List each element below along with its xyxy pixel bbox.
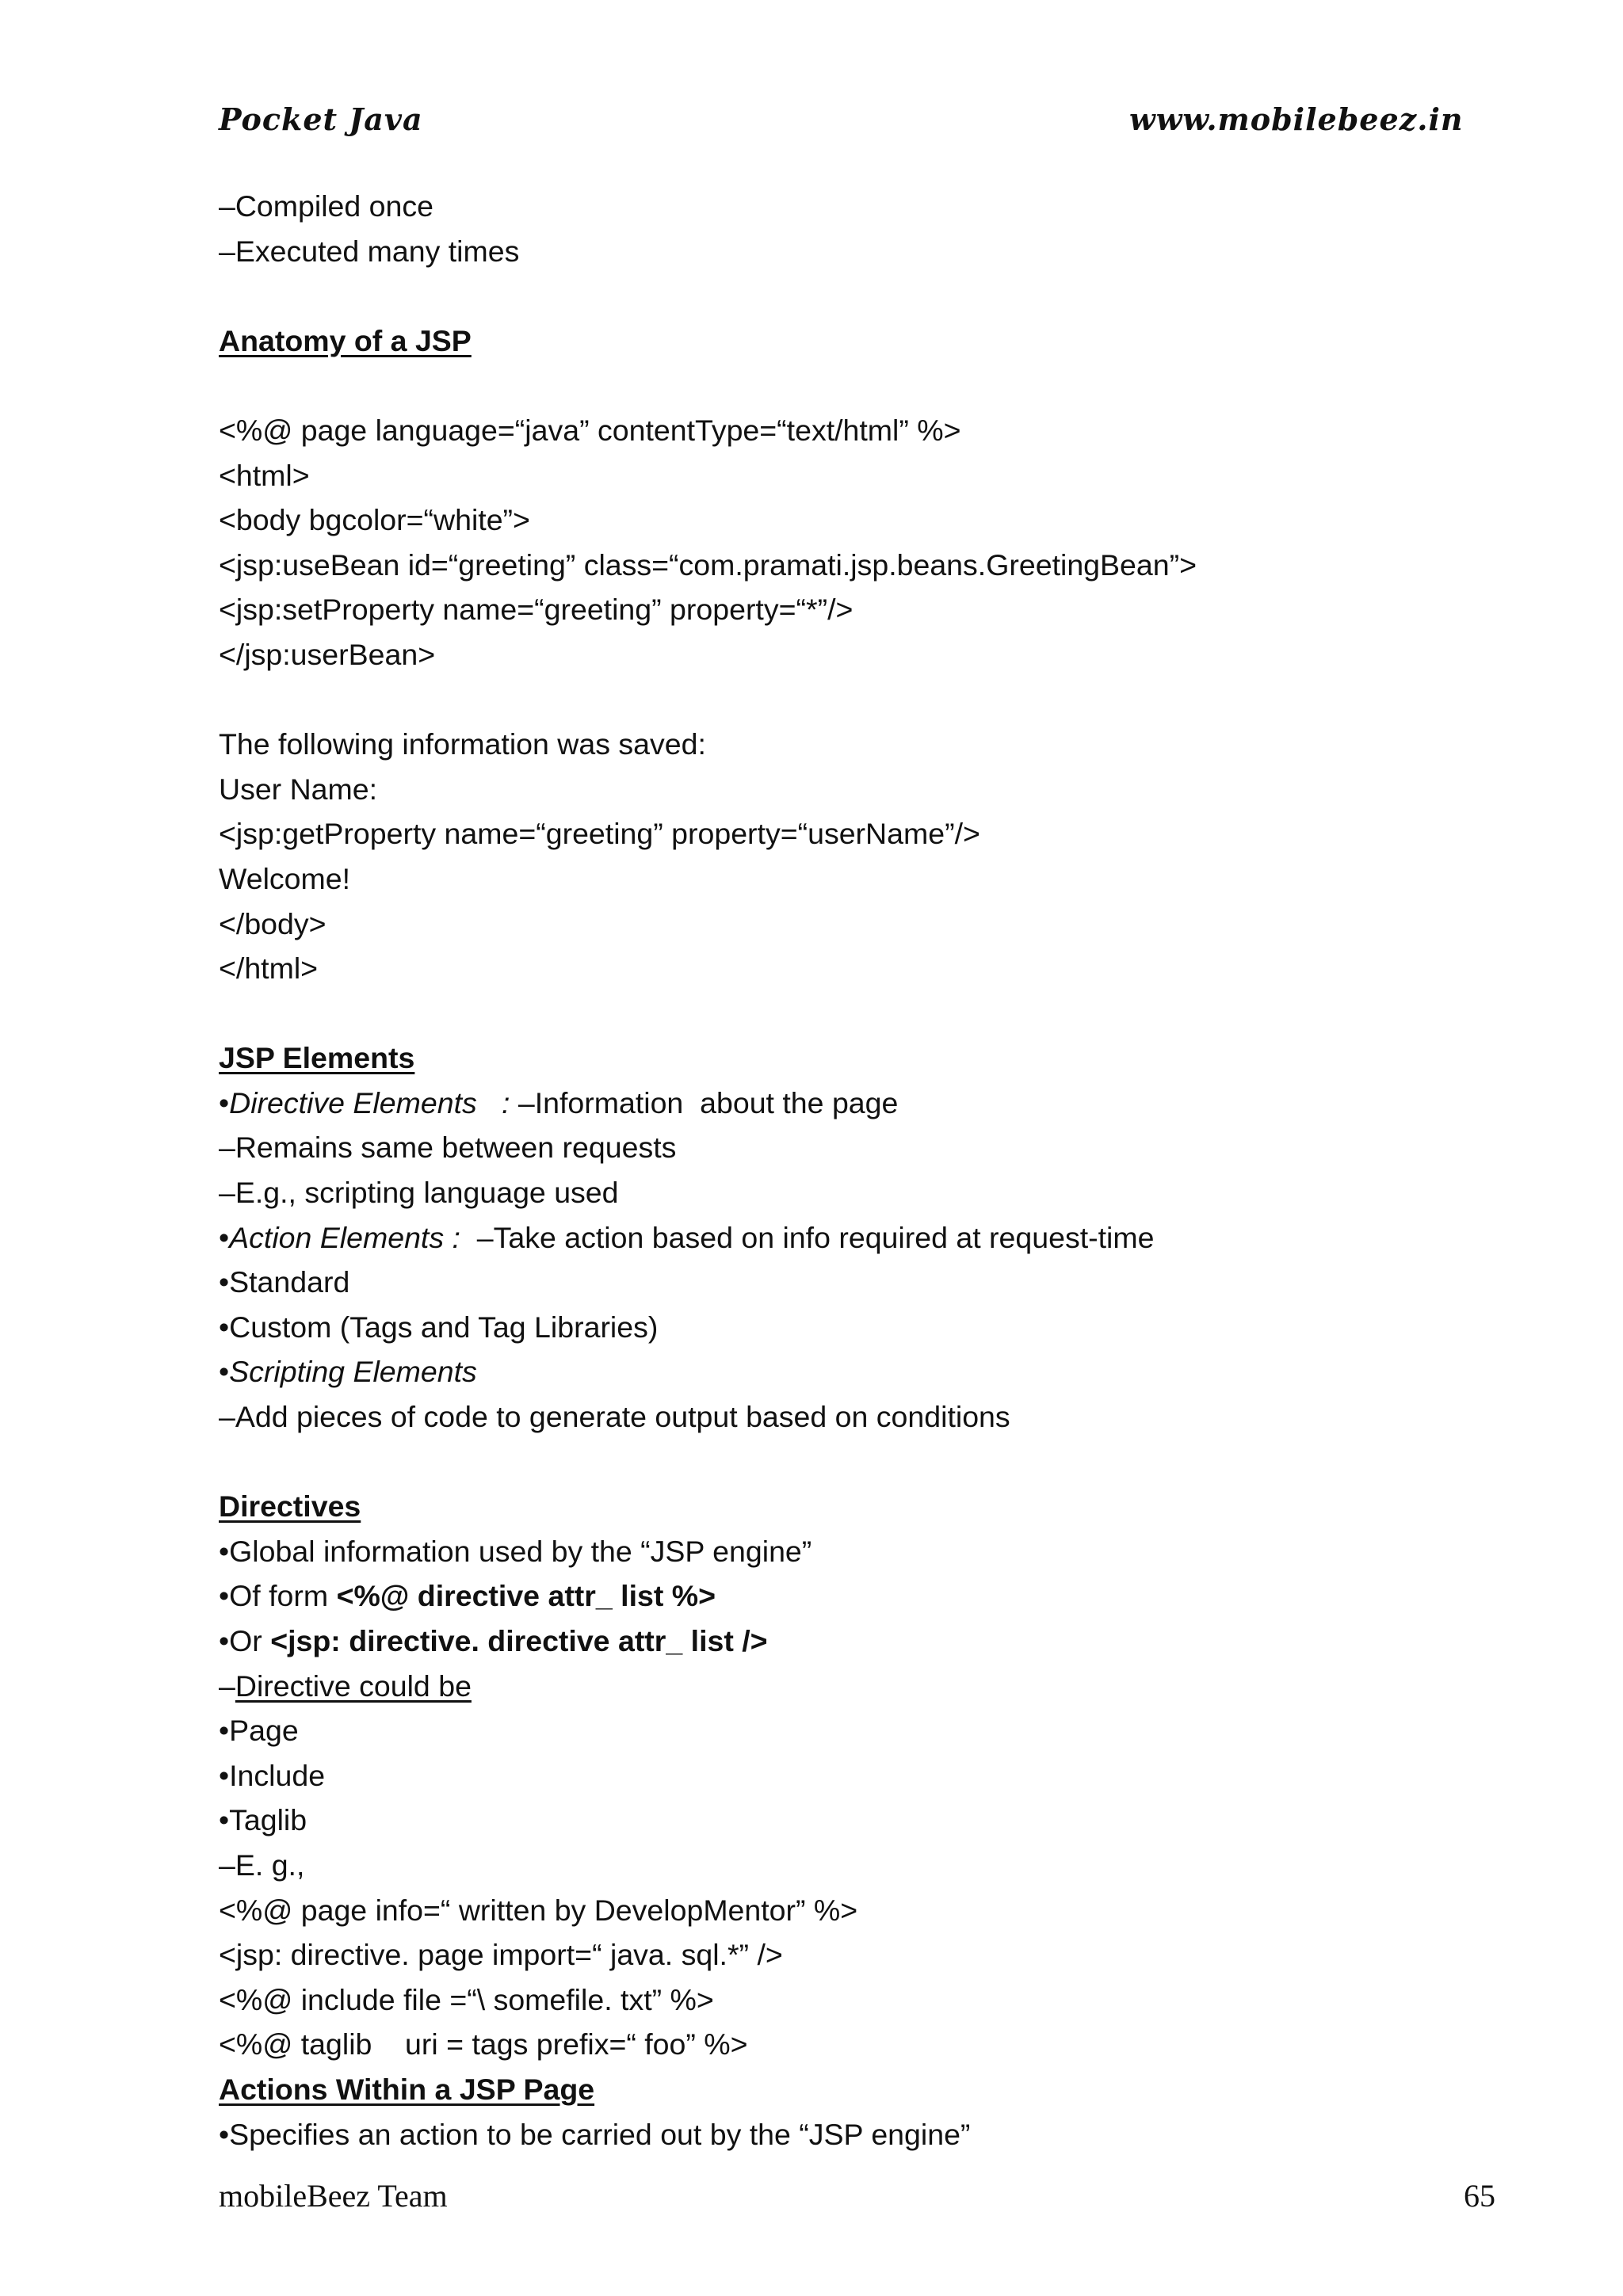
directive-elements-desc: –Information about the page <box>517 1085 899 1119</box>
code-line: <jsp:getProperty name=“greeting” property=“userName”/> <box>219 817 980 851</box>
blank-line <box>219 677 1455 723</box>
code-line: The following information was saved: <box>219 727 706 761</box>
text-line: –E. g., <box>219 1848 305 1882</box>
code-line: Welcome! <box>219 861 351 895</box>
text-line: •Specifies an action to be carried out by the “JSP engine” <box>219 2117 971 2151</box>
code-line: </jsp:userBean> <box>219 637 436 671</box>
code-line: <html> <box>219 458 310 492</box>
text-line <box>219 1573 1455 1619</box>
blank-line <box>219 273 1455 318</box>
directive-elements-label: Directive Elements : <box>229 1085 518 1119</box>
text-line <box>219 1215 1455 1261</box>
code-line: <jsp:useBean id=“greeting” class=“com.pramati.jsp.beans.GreetingBean”> <box>219 547 1197 582</box>
text-line: •Include <box>219 1758 326 1792</box>
running-header-title: Pocket Java <box>219 101 423 137</box>
text-line: •Taglib <box>219 1803 307 1837</box>
text-line: –Remains same between requests <box>219 1131 677 1165</box>
code-line: User Name: <box>219 772 378 806</box>
blank-line <box>219 1440 1455 1485</box>
page-body <box>219 184 1455 2157</box>
blank-line <box>219 363 1455 408</box>
text-line: –Compiled once <box>219 189 433 223</box>
section-heading-directives: Directives <box>219 1489 361 1524</box>
text-line <box>219 1619 1455 1664</box>
text-prefix: •Or <box>219 1624 271 1657</box>
directive-could-be-underlined: Directive could be <box>235 1669 472 1703</box>
section-heading-anatomy: Anatomy of a JSP <box>219 323 472 357</box>
footer-team: mobileBeez Team <box>219 2178 448 2214</box>
text-line: –Add pieces of code to generate output based on conditions <box>219 1400 1010 1434</box>
text-line: •Page <box>219 1714 299 1748</box>
bullet: • <box>219 1355 230 1389</box>
text-line: –Executed many times <box>219 234 520 268</box>
text-line <box>219 1664 1455 1709</box>
section-heading-actions: Actions Within a JSP Page <box>219 2072 595 2106</box>
section-heading-jsp-elements: JSP Elements <box>219 1041 415 1075</box>
text-line <box>219 1349 1455 1394</box>
code-line: </body> <box>219 906 327 940</box>
action-elements-label: Action Elements : <box>229 1220 469 1254</box>
code-line: <%@ page language=“java” contentType=“text/html” %> <box>219 413 961 447</box>
bullet: • <box>219 1085 230 1119</box>
blank-line <box>219 991 1455 1036</box>
text-prefix: – <box>219 1669 235 1703</box>
code-line: <%@ taglib uri = tags prefix=“ foo” %> <box>219 2027 748 2061</box>
bullet: • <box>219 1220 230 1254</box>
page-number: 65 <box>1464 2178 1495 2214</box>
running-header-url: www.mobilebeez.in <box>1129 101 1464 137</box>
text-line: •Global information used by the “JSP engine” <box>219 1534 812 1568</box>
code-line: </html> <box>219 952 319 986</box>
action-elements-desc: –Take action based on info required at request-time <box>468 1220 1155 1254</box>
code-line: <jsp:setProperty name=“greeting” property=“*”/> <box>219 593 854 627</box>
directive-syntax-bold: <%@ directive attr_ list %> <box>336 1579 716 1613</box>
text-line: –E.g., scripting language used <box>219 1176 619 1210</box>
text-line: •Custom (Tags and Tag Libraries) <box>219 1310 659 1344</box>
directive-xml-syntax-bold: <jsp: directive. directive attr_ list /> <box>270 1624 768 1657</box>
code-line: <body bgcolor=“white”> <box>219 503 530 537</box>
code-line: <jsp: directive. page import=“ java. sql.*” /> <box>219 1938 783 1972</box>
text-prefix: •Of form <box>219 1579 337 1613</box>
code-line: <%@ include file =“\ somefile. txt” %> <box>219 1982 714 2016</box>
text-line <box>219 1081 1455 1126</box>
code-line: <%@ page info=“ written by DevelopMentor” %> <box>219 1893 858 1927</box>
scripting-elements-label: Scripting Elements <box>229 1355 477 1389</box>
text-line: •Standard <box>219 1265 350 1299</box>
